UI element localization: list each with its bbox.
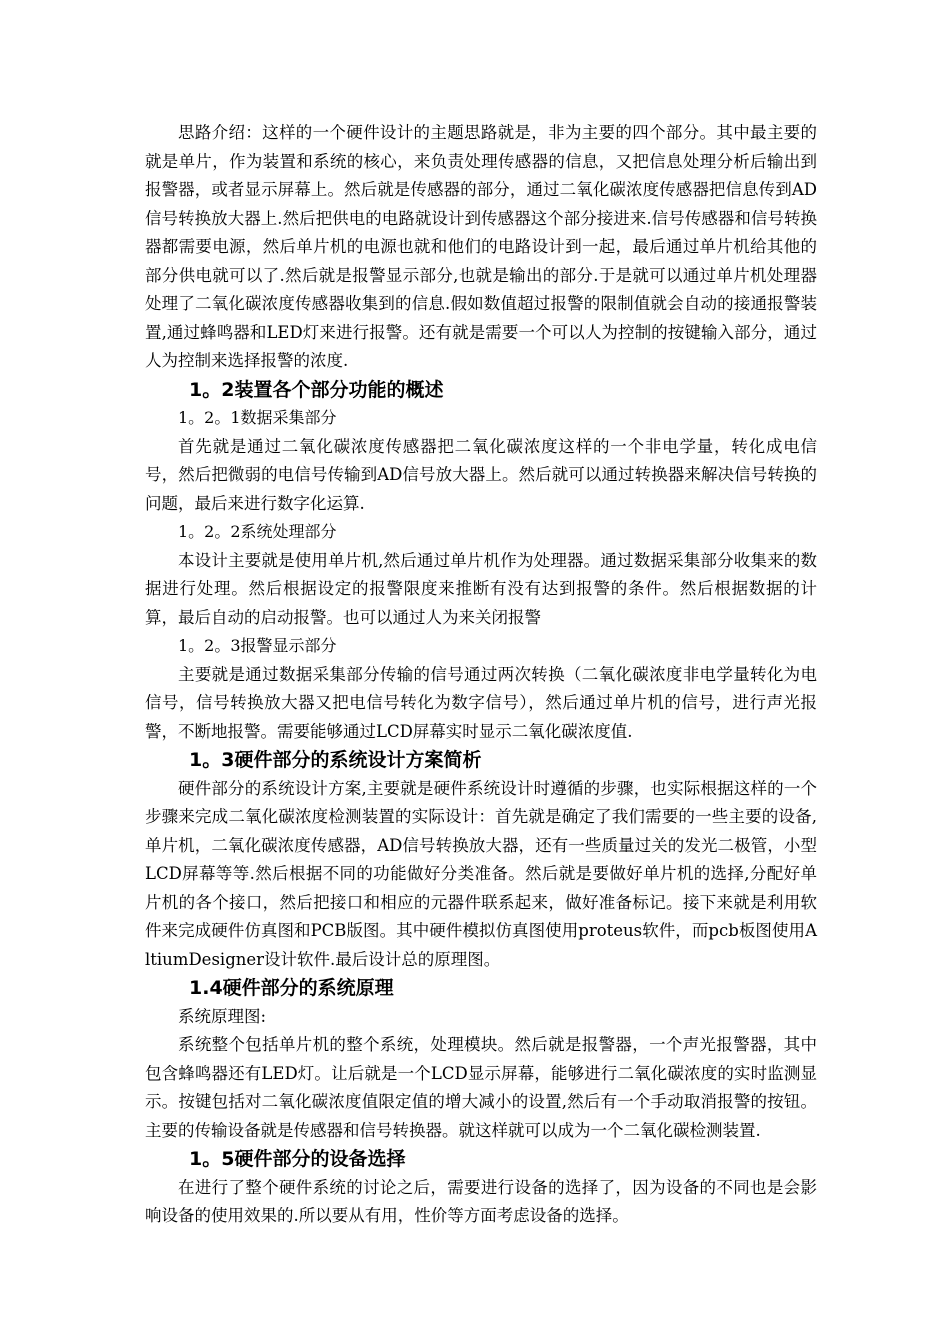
section-1-3-heading: 1。3硬件部分的系统设计方案简析 xyxy=(189,749,482,771)
section-1-3-paragraph: 硬件部分的系统设计方案,主要就是硬件系统设计时遵循的步骤，也实际根据这样的一个步骤来完成二氧化碳浓度检测装置的实际设计：首先就是确定了我们需要的一些主要的设备,单片机，二氧化碳浓度传感器，AD信号转换放大器，还有一些质量过关的发光二极管，小型LCD屏幕等等.然后根据不同的功能做好分类准备。然后就是要做好单片机的选择,分配好单片机的各个接口，然后把接口和相应的元器件联系起来，做好准备标记。接下来就是利用软件来完成硬件仿真图和PCB版图。其中硬件模拟仿真图使用proteus软件，而pcb板图使用AltiumDesigner设计软件.最后设计总的原理图。 xyxy=(145,778,817,969)
subsection-1-2-3-paragraph: 主要就是通过数据采集部分传输的信号通过两次转换（二氧化碳浓度非电学量转化为电信号，信号转换放大器又把电信号转化为数字信号），然后通过单片机的信号，进行声光报警，不断地报警。需要能够通过LCD屏幕实时显示二氧化碳浓度值. xyxy=(145,664,817,741)
subsection-1-2-1-heading: 1。2。1数据采集部分 xyxy=(178,408,337,427)
section-1-5-heading: 1。5硬件部分的设备选择 xyxy=(189,1148,406,1170)
subsection-1-2-2-heading: 1。2。2系统处理部分 xyxy=(178,522,337,541)
subsection-1-2-2-paragraph: 本设计主要就是使用单片机,然后通过单片机作为处理器。通过数据采集部分收集来的数据进行处理。然后根据设定的报警限度来推断有没有达到报警的条件。然后根据数据的计算，最后自动的启动报警。也可以通过人为来关闭报警 xyxy=(145,550,817,627)
document-body xyxy=(145,119,817,1231)
section-1-4-label: 系统原理图: xyxy=(178,1006,267,1026)
section-1-2-heading: 1。2装置各个部分功能的概述 xyxy=(189,378,444,401)
section-1-5-paragraph: 在进行了整个硬件系统的讨论之后，需要进行设备的选择了，因为设备的不同也是会影响设备的使用效果的.所以要从有用，性价等方面考虑设备的选择。 xyxy=(145,1177,817,1225)
subsection-1-2-1-paragraph: 首先就是通过二氧化碳浓度传感器把二氧化碳浓度这样的一个非电学量，转化成电信号，然后把微弱的电信号传输到AD信号放大器上。然后就可以通过转换器来解决信号转换的问题，最后来进行数字化运算. xyxy=(145,436,817,513)
section-1-4-heading: 1.4硬件部分的系统原理 xyxy=(189,977,394,999)
section-1-4-paragraph: 系统整个包括单片机的整个系统，处理模块。然后就是报警器，一个声光报警器，其中包含蜂鸣器还有LED灯。让后就是一个LCD显示屏幕，能够进行二氧化碳浓度的实时监测显示。按键包括对二氧化碳浓度值限定值的增大减小的设置,然后有一个手动取消报警的按钮。主要的传输设备就是传感器和信号转换器。就这样就可以成为一个二氧化碳检测装置. xyxy=(145,1035,817,1140)
intro-paragraph: 思路介绍：这样的一个硬件设计的主题思路就是，非为主要的四个部分。其中最主要的就是单片，作为装置和系统的核心，来负责处理传感器的信息，又把信息处理分析后输出到报警器，或者显示屏幕上。然后就是传感器的部分，通过二氧化碳浓度传感器把信息传到AD信号转换放大器上.然后把供电的电路就设计到传感器这个部分接进来.信号传感器和信号转换器都需要电源，然后单片机的电源也就和他们的电路设计到一起，最后通过单片机给其他的部分供电就可以了.然后就是报警显示部分,也就是输出的部分.于是就可以通过单片机处理器处理了二氧化碳浓度传感器收集到的信息.假如数值超过报警的限制值就会自动的接通报警装置,通过蜂鸣器和LED灯来进行报警。还有就是需要一个可以人为控制的按键输入部分，通过人为控制来选择报警的浓度. xyxy=(145,123,817,370)
subsection-1-2-3-heading: 1。2。3报警显示部分 xyxy=(178,636,337,655)
